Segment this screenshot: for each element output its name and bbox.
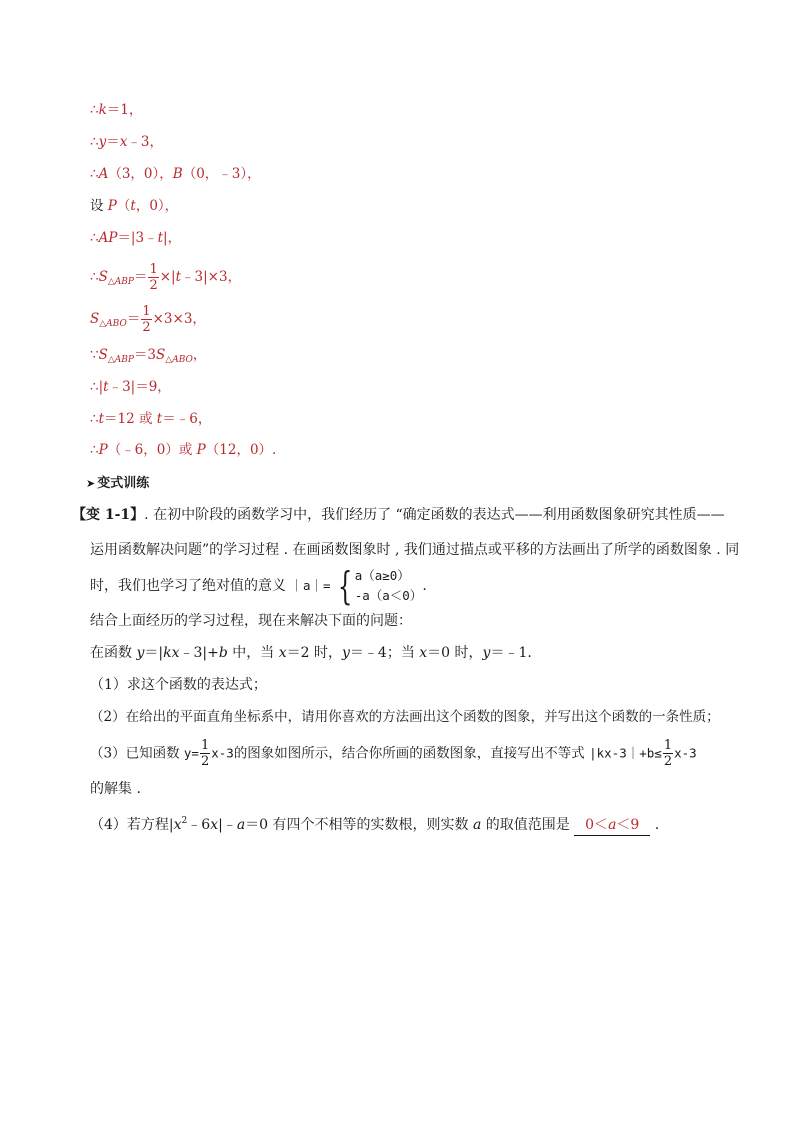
answer-var: a (608, 817, 617, 833)
question-3-continued (90, 779, 141, 799)
solution-line-10 (90, 409, 211, 429)
piecewise-definition (333, 566, 423, 606)
var: x (419, 645, 428, 661)
text: |﹣ (218, 817, 237, 833)
var: t (157, 230, 164, 246)
solution-line-9 (90, 377, 171, 397)
numerator: 1 (663, 738, 673, 753)
text: ﹣3|＝9， (108, 379, 171, 395)
var: x (210, 817, 219, 833)
case-1: a（a≥0） (354, 568, 410, 583)
text: 的图象如图所示，结合你所画的函数图象，直接写出不等式 (233, 745, 590, 762)
var: x (171, 645, 180, 661)
therefore-symbol: ∴ (90, 102, 99, 118)
therefore-symbol: ∴ (90, 269, 99, 285)
arrowhead-icon: ➤ (86, 477, 96, 490)
numerator: 1 (149, 262, 158, 277)
var: a (236, 817, 246, 833)
problem-tag: 【变 1-1】 (72, 507, 145, 523)
denominator: 2 (149, 278, 158, 293)
solution-line-7 (90, 304, 206, 335)
text: ＝| (144, 645, 164, 661)
problem-line-4 (90, 611, 412, 631)
therefore-symbol: ∴ (90, 166, 99, 182)
var: S (156, 347, 166, 363)
therefore-symbol: ∴ (90, 230, 99, 246)
answer-text: ＜9 (616, 817, 640, 833)
text: ＝3 (133, 347, 157, 363)
var: b (218, 645, 228, 661)
text: （1）求这个函数的表达式； (90, 677, 267, 693)
var: k (163, 645, 172, 661)
fraction (663, 738, 673, 769)
solution-line-3 (90, 164, 261, 184)
fraction (200, 738, 210, 769)
question-3 (90, 735, 697, 772)
text: 在函数 (90, 645, 137, 661)
text: ＝12 或 (104, 411, 157, 427)
var: S (98, 347, 108, 363)
solution-line-11 (90, 440, 276, 460)
question-2 (90, 707, 720, 727)
var: t (103, 379, 109, 395)
text: （﹣6，0）或 (107, 442, 197, 458)
solution-line-1 (90, 100, 142, 120)
var: t (156, 411, 163, 427)
problem-line-2 (90, 540, 739, 560)
var: a (472, 817, 482, 833)
var: AP (98, 230, 118, 246)
var: t (175, 269, 182, 285)
text: ，0）， (135, 198, 179, 214)
text: |， (163, 230, 182, 246)
text: ＝﹣1. (490, 645, 532, 661)
text: ＝0 有四个不相等的实数根，则实数 (245, 817, 473, 833)
text: 中，当 (227, 645, 279, 661)
formula: x-3 (211, 745, 234, 761)
text: ＝ (133, 269, 148, 285)
text: ﹣3|×3， (181, 269, 242, 285)
exponent: 2 (181, 816, 188, 826)
text: （3，0）， (108, 166, 173, 182)
text: 的解集 . (90, 781, 141, 797)
var: t (98, 411, 105, 427)
problem-line-3 (90, 566, 427, 606)
text: （4）若方程| (90, 817, 174, 833)
text: 运用函数解决问题”的学习过程 . 在画函数图象时 , 我们通过描点或平移的方法画出了所学的函数图象 . 同 (90, 542, 740, 558)
text: （0，﹣3）， (182, 166, 261, 182)
text: 时，我们也学习了绝对值的意义 (90, 578, 286, 594)
question-4 (90, 811, 659, 836)
text: ×| (159, 269, 176, 285)
var: y (341, 645, 350, 661)
numerator: 1 (142, 304, 151, 319)
therefore-symbol: ∴ (90, 411, 99, 427)
text: ， (192, 347, 207, 363)
var: y (482, 645, 491, 661)
text: ＝ (106, 134, 120, 150)
formula: |kx-3｜+b≤ (589, 745, 662, 761)
var: S (98, 269, 108, 285)
text: ×3×3， (152, 311, 206, 327)
answer-blank (574, 815, 650, 836)
solution-line-6 (90, 262, 241, 293)
because-symbol: ∵ (90, 347, 99, 363)
solution-line-2 (90, 132, 163, 152)
text: ﹣6 (187, 817, 211, 833)
var: t (130, 198, 136, 214)
text: （2）在给出的平面直角坐标系中，请用你喜欢的方法画出这个函数的图象，并写出这个函数的一条性质； (90, 709, 720, 725)
var: y (98, 134, 107, 150)
text: . (422, 578, 427, 594)
var: P (98, 442, 108, 458)
answer-text: 0＜ (585, 817, 609, 833)
question-1 (90, 675, 267, 695)
solution-line-5 (90, 228, 181, 248)
text: ＝ (126, 311, 141, 327)
text: ＝1， (106, 102, 143, 118)
denominator: 2 (142, 320, 151, 335)
denominator: 2 (200, 754, 210, 769)
text: ＝﹣6， (162, 411, 212, 427)
var: B (172, 166, 183, 182)
var: x (173, 817, 182, 833)
text: （ (116, 198, 131, 214)
text: （3）已知函数 (90, 745, 184, 762)
var: P (107, 198, 117, 214)
denominator: 2 (663, 754, 673, 769)
var: x (119, 134, 128, 150)
abs-notation: ｜a｜= (290, 578, 331, 593)
text: （12，0）. (205, 442, 277, 458)
text: 设 (90, 198, 108, 214)
triangle-symbol: △ (165, 355, 173, 365)
section-title (86, 472, 149, 491)
problem-line-5 (90, 643, 532, 663)
text: 结合上面经历的学习过程，现在来解决下面的问题： (90, 613, 412, 629)
therefore-symbol: ∴ (90, 442, 99, 458)
triangle-symbol: △ (99, 319, 107, 329)
text: ﹣3， (127, 134, 163, 150)
formula: y= (183, 745, 199, 761)
text: ＝2 时， (286, 645, 342, 661)
var: S (90, 311, 100, 327)
text: ＝|3﹣ (117, 230, 158, 246)
subscript: ABO (106, 319, 127, 329)
var: A (98, 166, 109, 182)
formula: x-3 (674, 745, 697, 761)
solution-line-4 (90, 196, 178, 216)
subscript: ABO (172, 355, 193, 365)
var: y (136, 645, 145, 661)
text: . (650, 817, 660, 833)
problem-line-1 (72, 505, 725, 525)
text: ＝0 时， (427, 645, 483, 661)
subscript: ABP (114, 277, 134, 287)
case-2: -a（a＜0） (354, 588, 423, 603)
section-title-text: 变式训练 (97, 476, 150, 491)
subscript: ABP (114, 355, 134, 365)
triangle-symbol: △ (107, 355, 115, 365)
therefore-symbol: ∴ (90, 134, 99, 150)
numerator: 1 (200, 738, 210, 753)
text: ＝﹣4；当 (349, 645, 420, 661)
var: x (278, 645, 287, 661)
therefore-symbol: ∴| (90, 379, 104, 395)
text: ﹣3|+ (179, 645, 219, 661)
left-brace-icon: { (337, 564, 352, 608)
fraction (148, 262, 158, 293)
solution-line-8 (90, 345, 206, 370)
fraction (141, 304, 151, 335)
text: . 在初中阶段的函数学习中，我们经历了 “确定函数的表达式——利用函数图象研究其性质—— (144, 507, 725, 523)
triangle-symbol: △ (107, 277, 115, 287)
text: 的取值范围是 (481, 817, 575, 833)
var: k (98, 102, 107, 118)
var: P (196, 442, 206, 458)
